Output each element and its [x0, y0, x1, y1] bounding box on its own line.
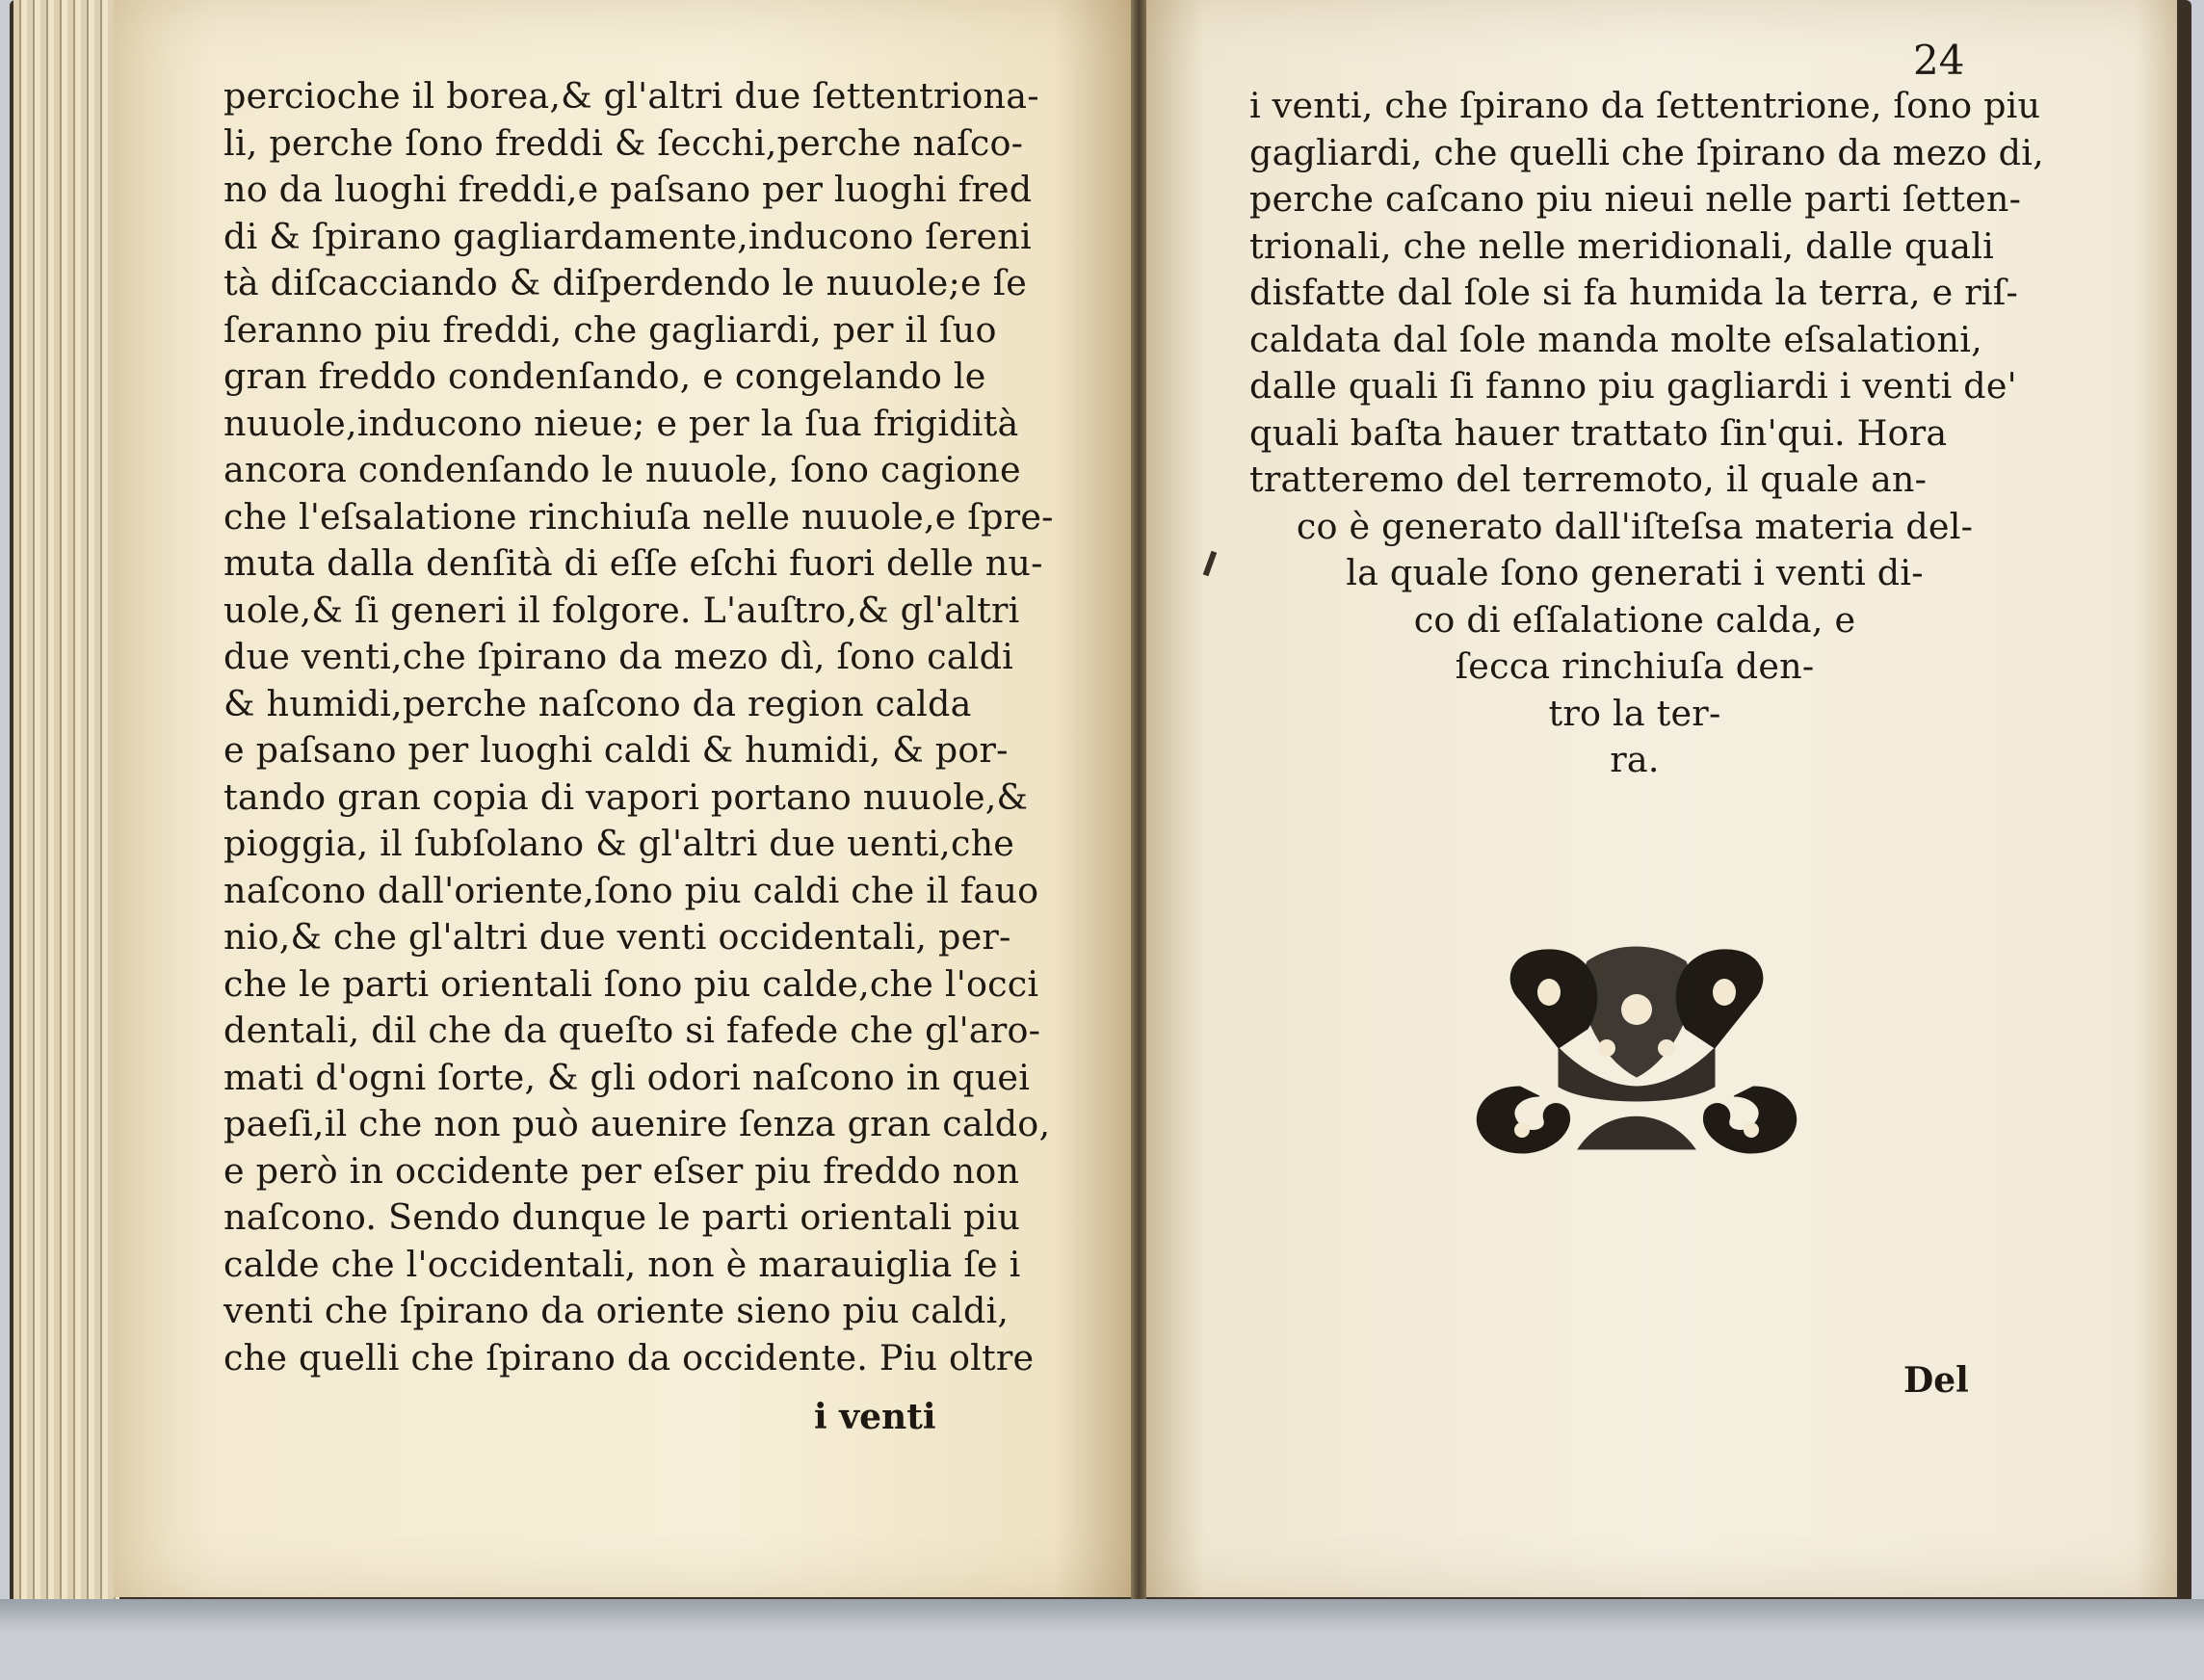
tapered-paragraph-end: [1249, 504, 2020, 784]
text-line: i venti, che ſpirano da ſettentrione, ſono piu: [1249, 85, 2041, 126]
text-line: uole,& ſi generi il folgore. L'auſtro,& gl'altri: [223, 589, 1020, 631]
text-line: naſcono. Sendo dunque le parti orientali piu: [223, 1196, 1021, 1238]
text-line: naſcono dall'oriente,ſono piu caldi che il fauo: [223, 869, 1039, 911]
text-line: nuuole,inducono nieue; e per la ſua frigidità: [223, 402, 1019, 444]
text-line: ſecca rinchiuſa den-: [1455, 645, 1815, 687]
text-line: li, perche ſono freddi & ſecchi,perche naſco-: [223, 121, 1024, 164]
text-line: tro la ter-: [1548, 692, 1721, 734]
text-line: caldata dal ſole manda molte eſsalationi,: [1249, 318, 1982, 360]
text-line: mati d'ogni ſorte, & gli odori naſcono in quei: [223, 1056, 1031, 1098]
text-line: quali baſta hauer trattato ſin'qui. Hora: [1249, 411, 1948, 454]
text-line: e però in occidente per eſser piu freddo non: [223, 1149, 1020, 1192]
book-gutter: [1131, 0, 1146, 1599]
left-catchword: i venti: [814, 1397, 936, 1437]
text-line: venti che ſpirano da oriente sieno piu caldi,: [223, 1290, 1010, 1331]
text-line: la quale ſono generati i venti di-: [1346, 552, 1924, 593]
right-catchword: Del: [1903, 1360, 1969, 1401]
text-line: tando gran copia di vapori portano nuuole,&: [223, 775, 1029, 818]
text-line: co di eſſalatione calda, e: [1413, 598, 1856, 641]
text-line: co è generato dall'iſteſsa materia del-: [1296, 505, 1974, 547]
text-line: nio,& che gl'altri due venti occidentali, per-: [223, 916, 1011, 958]
text-line: dalle quali ſi fanno piu gagliardi i venti de': [1249, 365, 2017, 407]
scan-background: [0, 1599, 2204, 1680]
text-line: ſeranno piu freddi, che gagliardi, per il ſuo: [223, 308, 997, 351]
text-line: disfatte dal ſole si fa humida la terra, e riſ-: [1249, 272, 2018, 313]
text-line: gagliardi, che quelli che ſpirano da mezo di,: [1249, 131, 2044, 173]
text-line: tà diſcacciando & diſperdendo le nuuole;e ſe: [223, 262, 1028, 303]
text-line: tratteremo del terremoto, il quale an-: [1249, 459, 1928, 500]
text-line: & humidi,perche naſcono da region calda: [223, 682, 972, 724]
text-line: che l'eſsalatione rinchiuſa nelle nuuole,e ſpre-: [223, 495, 1054, 538]
text-line: no da luoghi freddi,e paſsano per luoghi fred: [223, 169, 1033, 210]
text-line: ra.: [1610, 739, 1660, 780]
left-page-text: [223, 73, 1054, 1381]
text-line: che le parti orientali ſono piu calde,che l'occi: [223, 962, 1039, 1005]
page-edges: [13, 0, 119, 1599]
text-line: dentali, dil che da queſto si fafede che gl'aro-: [223, 1010, 1041, 1051]
text-line: calde che l'occidentali, non è marauiglia ſe i: [223, 1243, 1021, 1285]
text-line: gran freddo condenſando, e congelando le: [223, 355, 986, 397]
text-line: paeſi,il che non può auenire ſenza gran caldo,: [223, 1103, 1051, 1144]
text-line: muta dalla denſità di eſſe eſchi fuori delle nu-: [223, 542, 1043, 584]
grotesque-cherub-headpiece-icon: [1462, 942, 1811, 1169]
page-number: 24: [1913, 37, 1965, 84]
text-line: che quelli che ſpirano da occidente. Piu oltre: [223, 1336, 1035, 1378]
text-line: due venti,che ſpirano da mezo dì, ſono caldi: [223, 636, 1014, 677]
right-page-text: [1249, 83, 2044, 784]
text-line: e paſsano per luoghi caldi & humidi, & por-: [223, 729, 1009, 771]
text-line: pioggia, il ſubſolano & gl'altri due uenti,che: [223, 823, 1015, 864]
text-line: ancora condenſando le nuuole, ſono cagione: [223, 449, 1021, 490]
text-line: di & ſpirano gagliardamente,inducono ſereni: [223, 215, 1032, 257]
text-line: percioche il borea,& gl'altri due ſettentriona-: [223, 75, 1039, 117]
text-line: perche caſcano piu nieui nelle parti ſetten-: [1249, 178, 2022, 220]
text-line: trionali, che nelle meridionali, dalle quali: [1249, 224, 1995, 267]
